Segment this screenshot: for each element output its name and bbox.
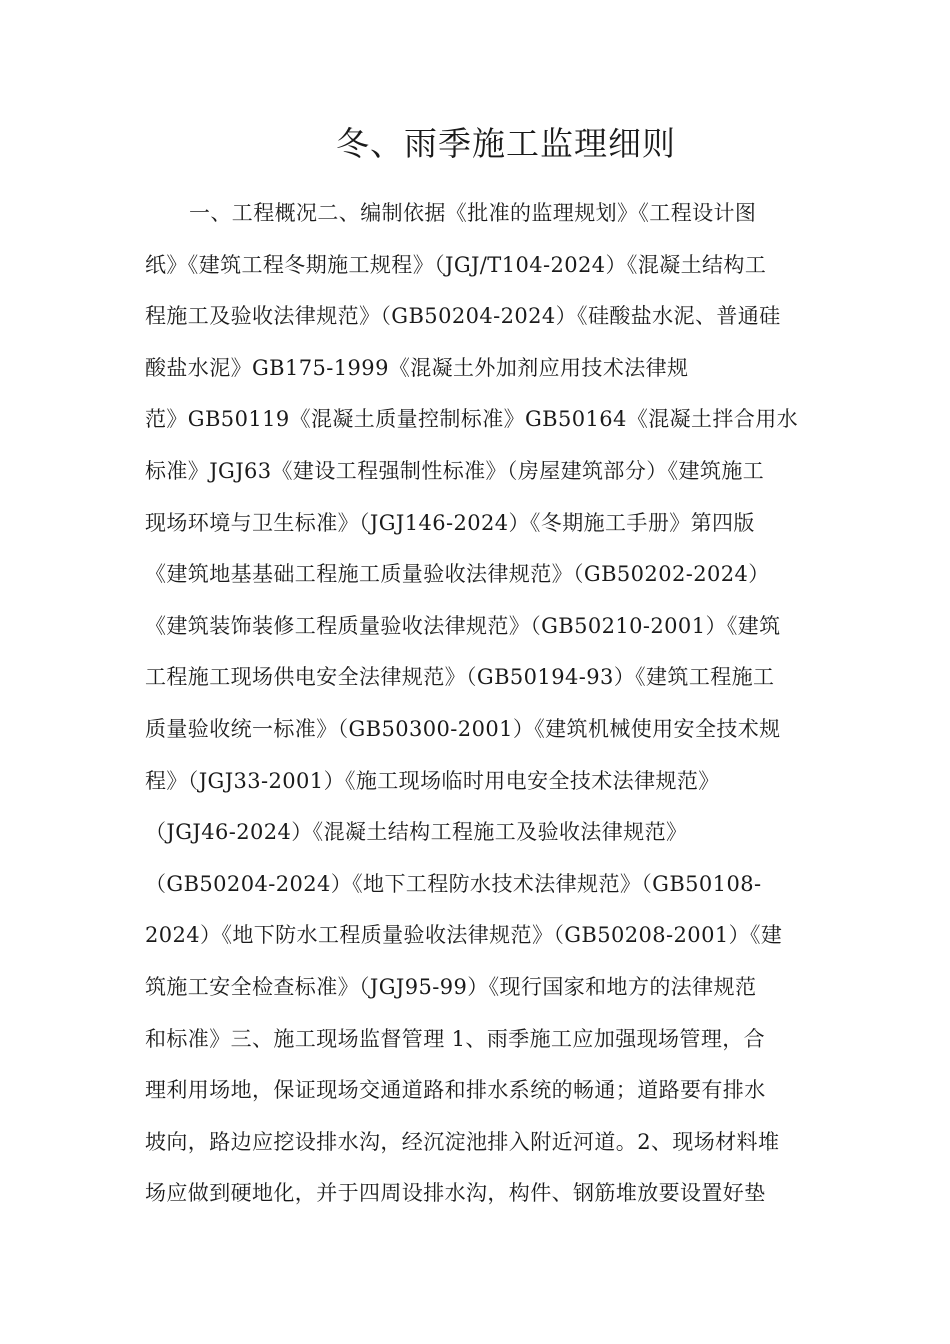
body-line: 范》GB50119《混凝土质量控制标准》GB50164《混凝土拌合用水 bbox=[145, 407, 799, 432]
document-title: 冬、雨季施工监理细则 bbox=[336, 124, 676, 163]
body-line: 酸盐水泥》GB175-1999《混凝土外加剂应用技术法律规 bbox=[145, 355, 689, 380]
body-line: （GB50204-2024）《地下工程防水技术法律规范》（GB50108- bbox=[145, 871, 762, 896]
body-line: 程施工及验收法律规范》（GB50204-2024）《硅酸盐水泥、普通硅 bbox=[145, 304, 781, 329]
body-line: 《建筑装饰装修工程质量验收法律规范》（GB50210-2001）《建筑 bbox=[145, 613, 781, 638]
body-line: 程》（JGJ33-2001）《施工现场临时用电安全技术法律规范》 bbox=[145, 768, 720, 793]
body-line: 一、工程概况二、编制依据《批准的监理规划》《工程设计图 bbox=[189, 201, 757, 225]
body-line: 标准》JGJ63《建设工程强制性标准》（房屋建筑部分）《建筑施工 bbox=[145, 458, 765, 483]
body-line: 筑施工安全检查标准》（JGJ95-99）《现行国家和地方的法律规范 bbox=[145, 974, 757, 999]
body-line: 场应做到硬地化，并于四周设排水沟，构件、钢筋堆放要设置好垫 bbox=[145, 1181, 766, 1206]
document-body bbox=[145, 188, 825, 1220]
body-line: 坡向，路边应挖设排水沟，经沉淀池排入附近河道。2、现场材料堆 bbox=[145, 1129, 780, 1154]
body-line: 工程施工现场供电安全法律规范》（GB50194-93）《建筑工程施工 bbox=[145, 665, 775, 690]
body-line: 《建筑地基基础工程施工质量验收法律规范》（GB50202-2024） bbox=[145, 562, 770, 587]
body-line: 2024）《地下防水工程质量验收法律规范》（GB50208-2001）《建 bbox=[145, 923, 783, 948]
body-line: 理利用场地，保证现场交通道路和排水系统的畅通；道路要有排水 bbox=[145, 1078, 766, 1103]
body-line: 质量验收统一标准》（GB50300-2001）《建筑机械使用安全技术规 bbox=[145, 716, 781, 741]
body-line: 现场环境与卫生标准》（JGJ146-2024）《冬期施工手册》第四版 bbox=[145, 510, 755, 535]
body-line: 和标准》三、施工现场监督管理 1、雨季施工应加强现场管理，合 bbox=[145, 1026, 766, 1051]
body-line: 纸》《建筑工程冬期施工规程》（JGJ/T104-2024）《混凝土结构工 bbox=[145, 252, 767, 277]
body-line: （JGJ46-2024）《混凝土结构工程施工及验收法律规范》 bbox=[145, 820, 688, 845]
